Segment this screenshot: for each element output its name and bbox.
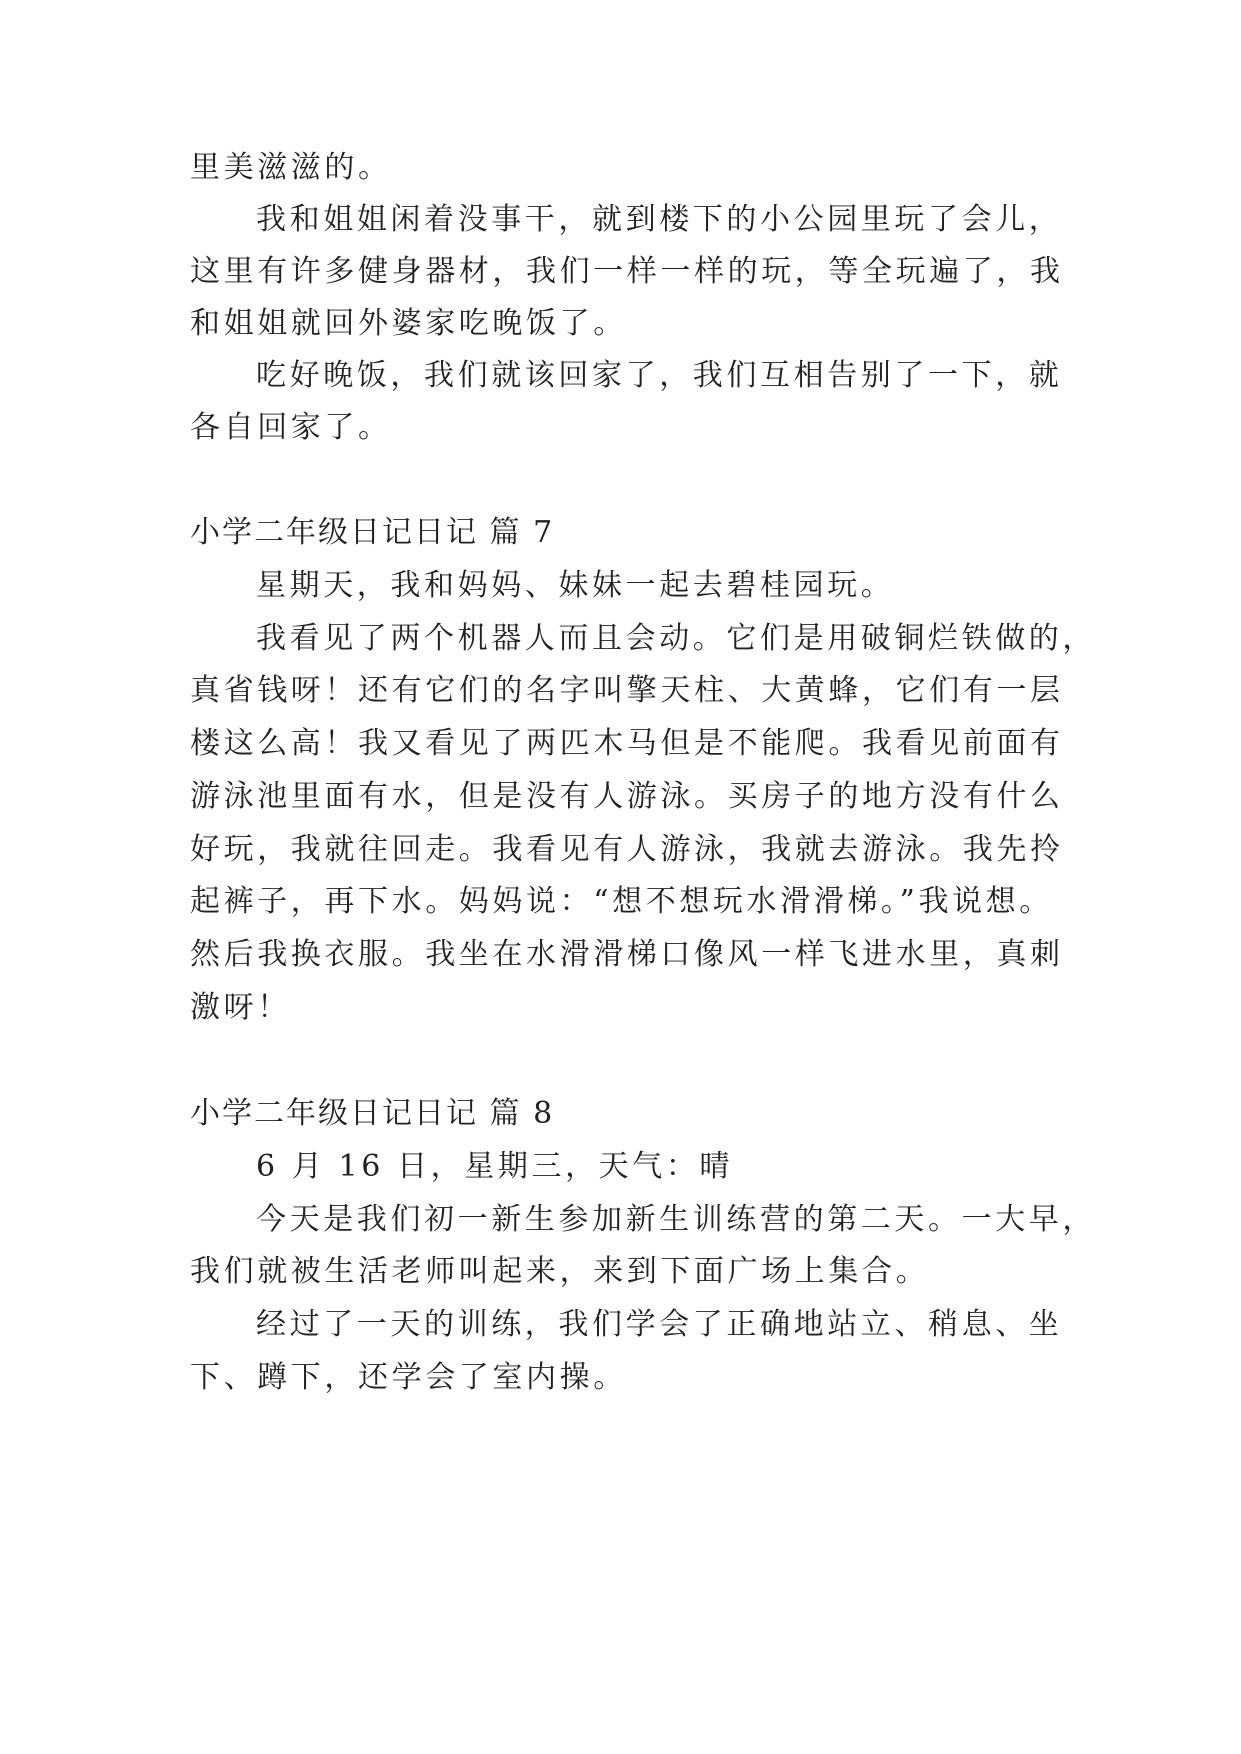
paragraph-line: 今天是我们初一新生参加新生训练营的第二天。一大早， [256, 1202, 1096, 1237]
paragraph-line: 楼这么高！我又看见了两匹木马但是不能爬。我看见前面有 [190, 726, 1064, 761]
entry-title: 小学二年级日记日记 篇 7 [190, 515, 555, 550]
paragraph-line: 我们就被生活老师叫起来，来到下面广场上集合。 [190, 1254, 930, 1289]
entry-title: 小学二年级日记日记 篇 8 [190, 1096, 555, 1131]
paragraph-line: 各自回家了。 [190, 410, 392, 445]
paragraph-line: 我看见了两个机器人而且会动。它们是用破铜烂铁做的， [256, 621, 1096, 656]
paragraph-line: 真省钱呀！还有它们的名字叫擎天柱、大黄蜂，它们有一层 [190, 673, 1064, 708]
paragraph-line: 然后我换衣服。我坐在水滑滑梯口像风一样飞进水里，真刺 [190, 937, 1064, 972]
paragraph-line: 好玩，我就往回走。我看见有人游泳，我就去游泳。我先拎 [190, 832, 1064, 867]
paragraph-line: 游泳池里面有水，但是没有人游泳。买房子的地方没有什么 [190, 779, 1064, 814]
paragraph-line: 和姐姐就回外婆家吃晚饭了。 [190, 306, 627, 341]
paragraph-line: 激呀！ [190, 990, 291, 1025]
paragraph-line: 我和姐姐闲着没事干，就到楼下的小公园里玩了会儿， [256, 202, 1063, 237]
paragraph-line: 星期天，我和妈妈、妹妹一起去碧桂园玩。 [256, 568, 895, 603]
paragraph-line: 吃好晚饭，我们就该回家了，我们互相告别了一下，就 [256, 358, 1063, 393]
paragraph-line: 起裤子，再下水。妈妈说：“想不想玩水滑滑梯。”我说想。 [190, 884, 1053, 919]
paragraph-line: 经过了一天的训练，我们学会了正确地站立、稍息、坐 [256, 1307, 1063, 1342]
paragraph-line: 里美滋滋的。 [190, 150, 392, 185]
entry-date-line: 6 月 16 日，星期三，天气：晴 [256, 1149, 734, 1184]
paragraph-line: 下、蹲下，还学会了室内操。 [190, 1360, 627, 1395]
paragraph-line: 这里有许多健身器材，我们一样一样的玩，等全玩遍了，我 [190, 254, 1064, 289]
